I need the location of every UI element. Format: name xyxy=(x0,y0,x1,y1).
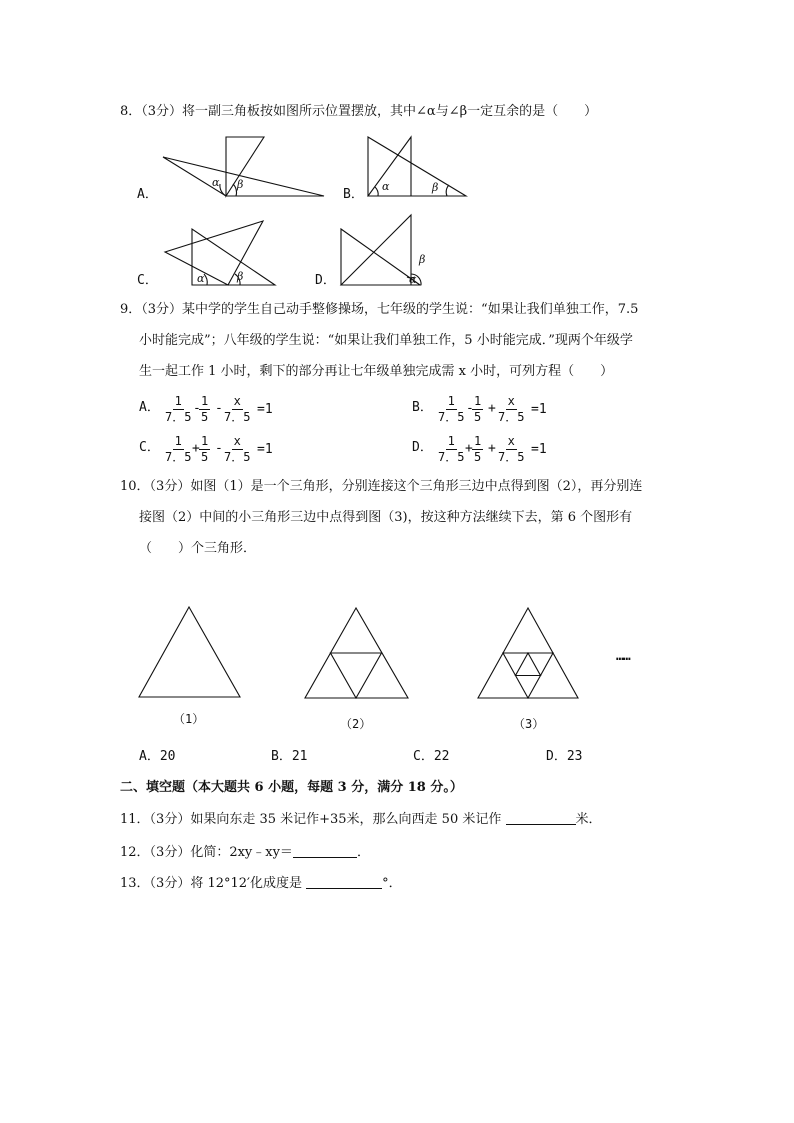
q10-option-c[interactable]: C．22 xyxy=(413,749,450,764)
q9-b-frac-3: $\frac{x}{7.5}$ xyxy=(498,394,525,424)
q11-row xyxy=(120,810,602,829)
q9-a-frac-1: $\frac{1}{7.5}$ xyxy=(165,394,192,424)
q9-b-op-2: + xyxy=(488,401,496,416)
q9-option-a-label[interactable]: A． xyxy=(139,400,160,415)
q10-figures xyxy=(0,600,794,710)
q12-answer-blank[interactable] xyxy=(293,843,357,858)
q13-row xyxy=(120,874,402,893)
q10-option-a[interactable]: A．20 xyxy=(139,749,176,764)
q8-a-beta-label: β xyxy=(237,178,244,191)
q8-option-d-label[interactable]: D． xyxy=(315,273,336,288)
q8-option-c-label[interactable]: C． xyxy=(137,273,158,288)
q9-c-op-2: - xyxy=(215,441,223,456)
q11-text: 11．（3分）如果向东走 35 米记作+35米，那么向西走 50 米记作 xyxy=(120,812,502,827)
q9-b-frac-2: $\frac{1}{5}$ xyxy=(474,394,482,424)
q8-d-alpha-label: α xyxy=(409,273,417,286)
q9-c-frac-3: $\frac{x}{7.5}$ xyxy=(224,434,251,464)
q8-c-beta-label: β xyxy=(237,270,244,283)
q9-d-frac-3: $\frac{x}{7.5}$ xyxy=(498,434,525,464)
q8-b-alpha-label: α xyxy=(382,180,390,193)
q10-figure-1 xyxy=(139,607,240,697)
q10-line-1: 10．（3分）如图（1）是一个三角形，分别连接这个三角形三边中点得到图（2），再分别连 xyxy=(120,479,643,494)
q9-c-op-1: + xyxy=(192,441,200,456)
q9-a-op-2: - xyxy=(215,401,223,416)
q8-d-beta-label: β xyxy=(419,253,426,266)
q9-option-c-label[interactable]: C． xyxy=(139,440,160,455)
q9-a-frac-3: $\frac{x}{7.5}$ xyxy=(224,394,251,424)
section-2-title: 二、填空题（本大题共 6 小题，每题 3 分，满分 18 分。） xyxy=(120,780,463,795)
q10-option-d[interactable]: D．23 xyxy=(546,749,583,764)
q11-suffix: 米． xyxy=(575,812,602,827)
q9-line-3: 生一起工作 1 小时，剩下的部分再让七年级单独完成需 x 小时，可列方程（ ） xyxy=(139,364,614,379)
q9-line-1: 9．（3分）某中学的学生自己动手整修操场，七年级的学生说：“如果让我们单独工作，7.5 xyxy=(120,302,639,317)
q9-line-2: 小时能完成”；八年级的学生说：“如果让我们单独工作，5 小时能完成．”现两个年级学 xyxy=(139,333,633,348)
q10-option-b[interactable]: B．21 xyxy=(271,749,308,764)
q12-suffix: ． xyxy=(356,845,370,860)
q9-a-frac-2: $\frac{1}{5}$ xyxy=(201,394,209,424)
q10-ellipsis: …… xyxy=(616,649,630,664)
q8-c-alpha-label: α xyxy=(197,272,205,285)
q10-line-2: 接图（2）中间的小三角形三边中点得到图（3)，按这种方法继续下去，第 6 个图形有 xyxy=(139,510,633,525)
q10-figure-2 xyxy=(305,608,408,698)
q9-d-eq: =1 xyxy=(531,442,547,457)
q9-c-frac-2: $\frac{1}{5}$ xyxy=(201,434,209,464)
q8-b-beta-label: β xyxy=(432,181,439,194)
q8-figure-a xyxy=(163,137,324,196)
q12-text: 12．（3分）化简：2xy﹣xy＝ xyxy=(120,845,293,860)
q9-b-frac-1: $\frac{1}{7.5}$ xyxy=(438,394,465,424)
q8-figure-c xyxy=(165,221,275,285)
q12-row xyxy=(120,843,370,862)
q9-c-eq: =1 xyxy=(257,442,273,457)
q9-b-eq: =1 xyxy=(531,402,547,417)
q9-option-d-label[interactable]: D． xyxy=(412,440,433,455)
q8-option-a-label[interactable]: A． xyxy=(137,187,158,202)
q10-line-3: （ ）个三角形． xyxy=(139,541,257,556)
q11-answer-blank[interactable] xyxy=(506,810,576,825)
q9-option-b-label[interactable]: B． xyxy=(412,400,433,415)
q9-d-op-2: + xyxy=(488,441,496,456)
q9-d-frac-1: $\frac{1}{7.5}$ xyxy=(438,434,465,464)
q9-d-frac-2: $\frac{1}{5}$ xyxy=(474,434,482,464)
q13-text: 13．（3分）将 12°12′化成度是 xyxy=(120,876,302,891)
q10-fig-label-1: （1） xyxy=(173,712,205,726)
q10-fig-label-3: （3） xyxy=(513,717,545,731)
q9-a-eq: =1 xyxy=(257,402,273,417)
q8-text: 8．（3分）将一副三角板按如图所示位置摆放，其中∠α与∠β一定互余的是（ ） xyxy=(120,104,598,119)
q9-b-op-1: - xyxy=(466,401,474,416)
q9-c-frac-1: $\frac{1}{7.5}$ xyxy=(165,434,192,464)
q8-a-alpha-label: α xyxy=(212,176,220,189)
q8-option-b-label[interactable]: B． xyxy=(343,187,364,202)
q13-answer-blank[interactable] xyxy=(306,874,382,889)
q9-a-op-1: - xyxy=(193,401,201,416)
q9-d-op-1: + xyxy=(465,441,473,456)
q13-suffix: °． xyxy=(382,876,402,891)
q10-fig-label-2: （2） xyxy=(340,717,372,731)
q10-figure-3 xyxy=(478,608,578,698)
